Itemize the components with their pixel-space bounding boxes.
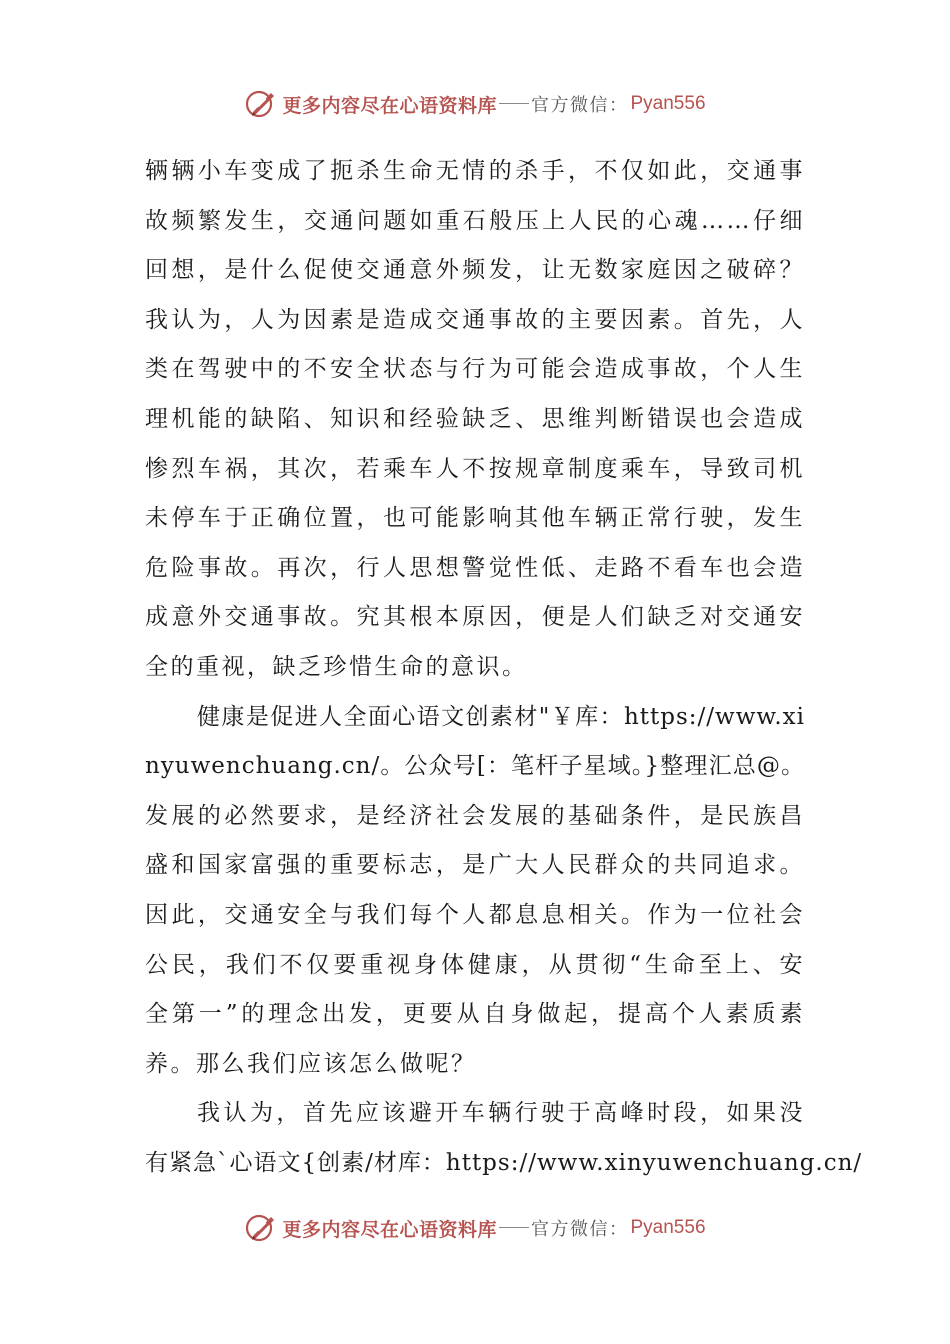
banner-sub-text: 官方微信： [531,1219,629,1240]
text-line: 健康是促进人全面心语文创素材"￥库：https://www.xi [197,703,805,730]
banner-wechat-id: Pyan556 [630,93,706,114]
text-line: 我认为，人为因素是造成交通事故的主要因素。首先，人 [145,306,805,333]
text-line: 养。那么我们应该怎么做呢？ [145,1050,477,1077]
quill-pen-logo-icon [244,1211,278,1245]
text-line: 惨烈车祸，其次，若乘车人不按规章制度乘车，导致司机 [145,455,805,482]
text-line: nyuwenchuang.cn/。公众号[：笔杆子星域。}整理汇总@。 [145,753,805,780]
document-body [145,147,863,1188]
text-line: 成意外交通事故。究其根本原因，便是人们缺乏对交通安 [145,604,805,631]
banner-main-text: 更多内容尽在心语资料库 [282,1218,497,1241]
quill-pen-logo-icon [244,87,278,121]
banner-wechat-id: Pyan556 [630,1217,706,1238]
text-line: 盛和国家富强的重要标志，是广大人民群众的共同追求。 [145,852,805,879]
header-banner [0,84,950,124]
text-line: 有紧急`心语文{创素/材库：https://www.xinyuwenchuang.cn/ [145,1149,863,1176]
text-line: 辆辆小车变成了扼杀生命无情的杀手，不仅如此，交通事 [145,158,805,184]
banner-divider [499,103,529,104]
text-line: 类在驾驶中的不安全状态与行为可能会造成事故，个人生 [145,356,805,383]
text-line: 回想，是什么促使交通意外频发，让无数家庭因之破碎？ [145,257,805,284]
banner-divider [499,1227,529,1228]
text-line: 未停车于正确位置，也可能影响其他车辆正常行驶，发生 [145,505,805,532]
text-line: 理机能的缺陷、知识和经验缺乏、思维判断错误也会造成 [145,405,805,432]
text-line: 全的重视，缺乏珍惜生命的意识。 [145,653,528,680]
text-line: 公民，我们不仅要重视身体健康，从贯彻“生命至上、安 [145,951,805,978]
text-line: 全第一”的理念出发，更要从自身做起，提高个人素质素 [145,1001,805,1028]
banner-sub-text: 官方微信： [531,95,629,116]
text-line: 我认为，首先应该避开车辆行驶于高峰时段，如果没 [197,1100,805,1127]
banner-main-text: 更多内容尽在心语资料库 [282,94,497,117]
footer-banner [0,1208,950,1248]
text-line: 因此，交通安全与我们每个人都息息相关。作为一位社会 [145,901,805,928]
text-line: 危险事故。再次，行人思想警觉性低、走路不看车也会造 [145,554,805,581]
text-line: 发展的必然要求，是经济社会发展的基础条件，是民族昌 [145,802,805,829]
text-line: 故频繁发生，交通问题如重石般压上人民的心魂……仔细 [145,207,805,234]
